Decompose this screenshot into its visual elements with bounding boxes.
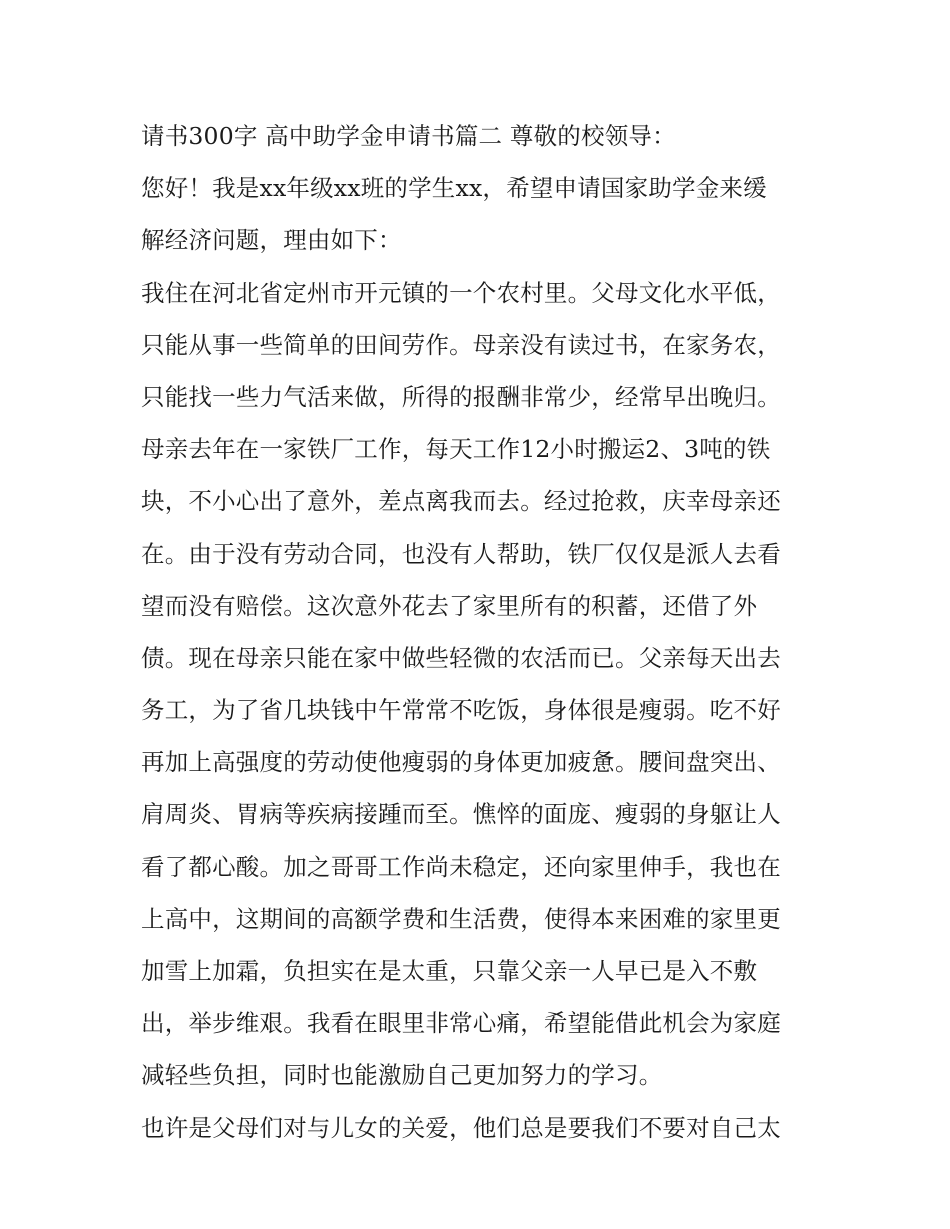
text-line-11: 债。现在母亲只能在家中做些轻微的农活而已。父亲每天出去 — [141, 643, 781, 672]
document-body — [141, 110, 821, 1154]
text-line-7: 母亲去年在一家铁厂工作，每天工作12小时搬运2、3吨的铁 — [141, 435, 771, 464]
text-line-3: 解经济问题，理由如下： — [141, 226, 402, 255]
text-line-13: 再加上高强度的劳动使他瘦弱的身体更加疲惫。腰间盘突出、 — [141, 748, 781, 777]
text-line-12: 务工，为了省几块钱中午常常不吃饭，身体很是瘦弱。吃不好 — [141, 696, 781, 725]
text-line-8: 块，不小心出了意外，差点离我而去。经过抢救，庆幸母亲还 — [141, 487, 781, 516]
text-line-9: 在。由于没有劳动合同，也没有人帮助，铁厂仅仅是派人去看 — [141, 539, 781, 568]
text-line-6: 只能找一些力气活来做，所得的报酬非常少，经常早出晚归。 — [141, 382, 781, 411]
text-line-17: 加雪上加霜，负担实在是太重，只靠父亲一人早已是入不敷 — [141, 957, 758, 985]
text-line-19: 减轻些负担，同时也能激励自己更加努力的学习。 — [141, 1061, 663, 1090]
text-line-4: 我住在河北省定州市开元镇的一个农村里。父母文化水平低， — [141, 278, 781, 307]
text-line-5: 只能从事一些简单的田间劳作。母亲没有读过书，在家务农， — [141, 330, 781, 359]
text-line-15: 看了都心酸。加之哥哥工作尚未稳定，还向家里伸手，我也在 — [141, 852, 781, 881]
text-line-10: 望而没有赔偿。这次意外花去了家里所有的积蓄，还借了外 — [141, 591, 758, 620]
text-line-20: 也许是父母们对与儿女的关爱，他们总是要我们不要对自己太 — [141, 1113, 781, 1142]
text-line-16: 上高中，这期间的高额学费和生活费，使得本来困难的家里更 — [141, 904, 781, 933]
text-line-14: 肩周炎、胃病等疾病接踵而至。憔悴的面庞、瘦弱的身躯让人 — [141, 800, 781, 829]
text-line-18: 出，举步维艰。我看在眼里非常心痛，希望能借此机会为家庭 — [141, 1009, 781, 1038]
text-line-2: 您好！我是xx年级xx班的学生xx，希望申请国家助学金来缓 — [141, 174, 767, 203]
text-line-1: 请书300字 高中助学金申请书篇二 尊敬的校领导： — [141, 122, 676, 150]
